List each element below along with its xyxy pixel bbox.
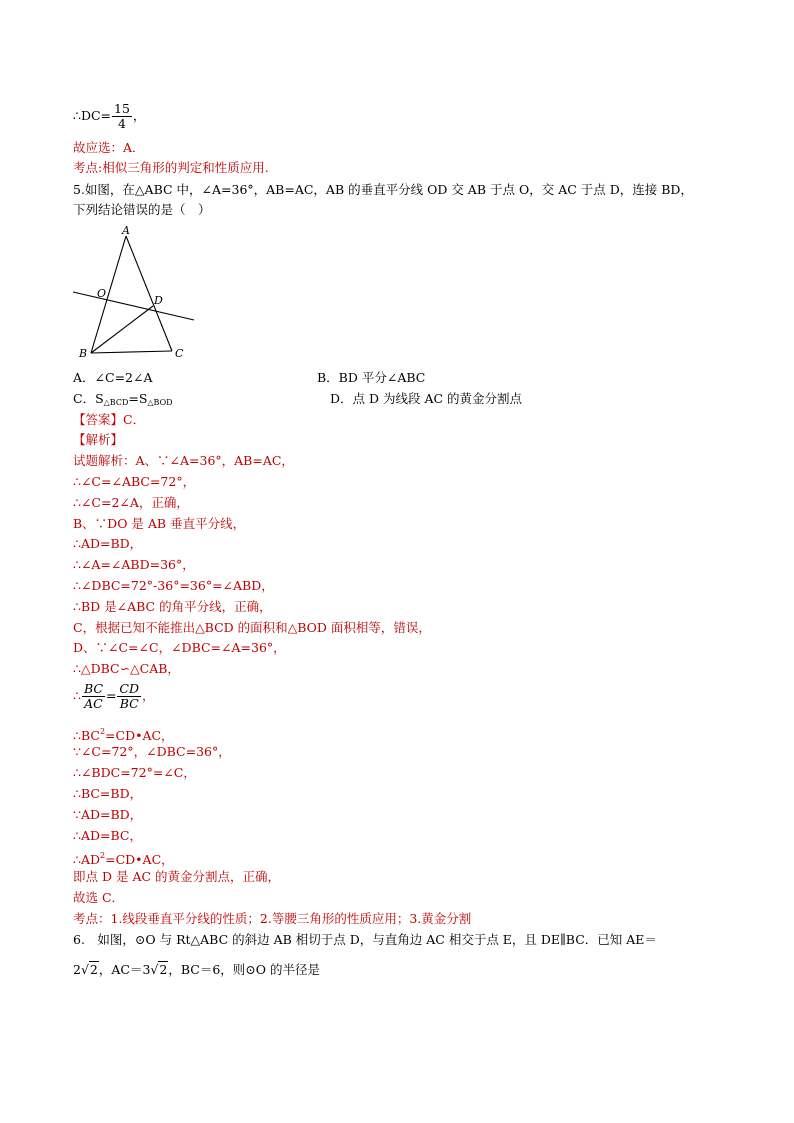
solution-line-13 [73, 724, 174, 744]
ratio-left-denominator: AC [84, 696, 103, 711]
knowledge-point-4: 考点:相似三角形的判定和性质应用. [73, 160, 269, 175]
perpendicular-bisector-od [73, 292, 194, 320]
solution-line-7: ∴∠DBC=72°-36°=36°=∠ABD， [73, 578, 274, 593]
option-c [73, 391, 173, 411]
ratio-left [82, 682, 105, 711]
question-5-prompt: 下列结论错误的是（ ） [73, 202, 211, 217]
solution-line-5: ∴AD=BD， [73, 536, 143, 551]
ratio-prefix: ∴ [73, 688, 81, 703]
dc-numerator: 15 [114, 101, 130, 116]
ratio-suffix: ， [142, 688, 155, 703]
bc-squared-rest: =CD•AC， [105, 728, 174, 743]
radical-sign: √ [80, 962, 89, 977]
ad-squared-exponent: 2 [100, 851, 106, 860]
side-bc [91, 351, 172, 353]
radical-sign-2: √ [150, 962, 159, 977]
solution-line-16: ∴BC=BD， [73, 786, 143, 801]
solution-line-3: ∴∠C=2∠A，正确， [73, 495, 189, 510]
triangle-figure [65, 222, 205, 367]
label-o: O [97, 287, 107, 300]
ratio-equals: = [105, 688, 117, 703]
ratio-right [117, 682, 141, 711]
solution-line-6: ∴∠A=∠ABD=36°， [73, 557, 195, 572]
dc-suffix: ， [132, 108, 146, 123]
question-6-stem: 6. 如图，⊙O 与 Rt△ABC 的斜边 AB 相切于点 D，与直角边 AC 相交于点 E，且 DE∥BC．已知 AE＝ [73, 932, 657, 947]
option-c-sub-bcd: △BCD [103, 398, 129, 407]
dc-fraction [112, 102, 132, 131]
sqrt-2-first [81, 962, 99, 978]
solution-line-19 [73, 848, 174, 868]
radicand-1: 2 [89, 962, 98, 977]
ad-squared-rest: =CD•AC， [105, 852, 174, 867]
solution-line-18: ∴AD=BC， [73, 828, 142, 843]
solution-line-17: ∵AD=BD， [73, 807, 143, 822]
ae-coefficient: 2 [73, 962, 81, 977]
solution-line-9: C，根据已知不能推出△BCD 的面积和△BOD 面积相等，错误， [73, 620, 431, 635]
answer-label: 【答案】C． [73, 412, 146, 427]
solution-line-10: D、∵∠C=∠C，∠DBC=∠A=36°， [73, 640, 286, 655]
ratio-left-numerator: BC [83, 681, 103, 696]
solution-line-1: 试题解析：A、∵∠A=36°，AB=AC， [73, 453, 294, 468]
option-b: B．BD 平分∠ABC [317, 370, 426, 385]
solution-line-8: ∴BD 是∠ABC 的角平分线，正确， [73, 599, 272, 614]
solution-line-20: 即点 D 是 AC 的黄金分割点，正确， [73, 869, 281, 884]
knowledge-point-5: 考点：1.线段垂直平分线的性质；2.等腰三角形的性质应用；3.黄金分割 [73, 911, 472, 926]
solution-ratio-line [73, 682, 155, 711]
dc-prefix: ∴DC= [73, 108, 112, 123]
solution-line-11: ∴△DBC∽△CAB， [73, 661, 180, 676]
segment-bd [91, 306, 153, 353]
dc-result-line [73, 102, 145, 131]
solution-line-21: 故选 C． [73, 890, 125, 905]
question-5-stem: 5.如图，在△ABC 中，∠A=36°，AB=AC，AB 的垂直平分线 OD 交 AB 于点 O，交 AC 于点 D，连接 BD， [73, 182, 693, 197]
analysis-label: 【解析】 [73, 432, 124, 447]
option-c-sub-bod: △BOD [147, 398, 173, 407]
question-6-values [73, 962, 320, 978]
label-d: D [154, 294, 163, 307]
label-a: A [122, 224, 130, 237]
option-c-prefix: C．S [73, 391, 104, 406]
bc-radius-text: ，BC＝6，则⊙O 的半径是 [168, 962, 320, 977]
solution-line-15: ∴∠BDC=72°=∠C， [73, 765, 196, 780]
label-c: C [175, 347, 184, 360]
radicand-2: 2 [159, 962, 168, 977]
solution-line-14: ∵∠C=72°，∠DBC=36°， [73, 744, 231, 759]
option-a: A．∠C=2∠A [73, 370, 153, 385]
sqrt-2-second [150, 962, 168, 978]
option-d: D．点 D 为线段 AC 的黄金分割点 [330, 391, 523, 406]
dc-denominator: 4 [117, 116, 126, 131]
solution-line-2: ∴∠C=∠ABC=72°， [73, 474, 196, 489]
ratio-right-numerator: CD [119, 681, 140, 696]
ac-text: ，AC＝3 [98, 962, 151, 977]
option-c-mid: =S [128, 391, 148, 406]
bc-squared-exponent: 2 [99, 727, 106, 736]
ratio-right-denominator: BC [119, 696, 139, 711]
label-b: B [79, 347, 88, 360]
bc-squared-base: ∴BC [73, 728, 100, 743]
solution-line-4: B、∵DO 是 AB 垂直平分线， [73, 516, 246, 531]
side-ac [126, 236, 172, 351]
choose-a-line: 故应选：A． [73, 140, 145, 155]
ad-squared-base: ∴AD [73, 852, 101, 867]
